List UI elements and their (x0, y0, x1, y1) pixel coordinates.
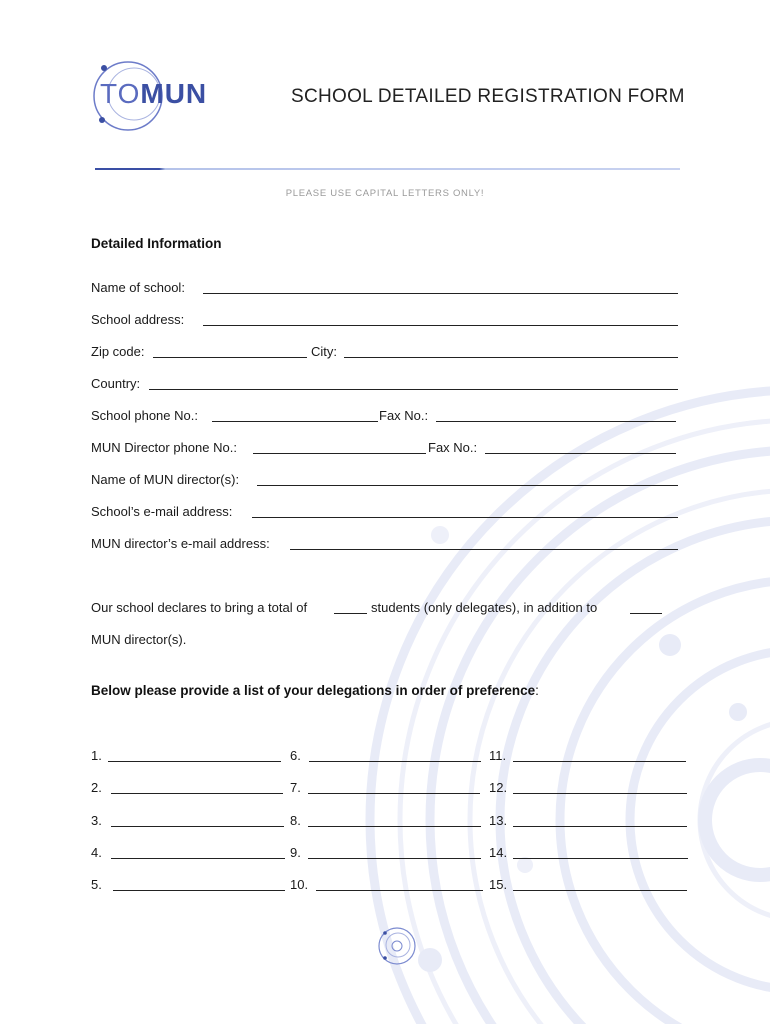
section-title: Detailed Information (91, 236, 222, 251)
delegation-field-11[interactable] (513, 761, 686, 762)
delegation-number-3: 3. (91, 813, 102, 828)
delegation-field-9[interactable] (308, 858, 481, 859)
delegation-number-13: 13. (489, 813, 508, 828)
declaration-text-3: MUN director(s). (91, 632, 187, 647)
header-divider (95, 168, 680, 170)
director-phone-label: MUN Director phone No.: (91, 440, 237, 455)
delegation-number-8: 8. (290, 813, 301, 828)
director-email-label: MUN director’s e-mail address: (91, 536, 270, 551)
declaration-text-2: students (only delegates), in addition to (371, 600, 598, 615)
delegation-field-13[interactable] (513, 826, 687, 827)
delegation-field-5[interactable] (113, 890, 285, 891)
tomun-logo (88, 56, 238, 138)
director-name-label: Name of MUN director(s): (91, 472, 240, 487)
school-phone-field[interactable] (212, 421, 378, 422)
zip-code-label: Zip code: (91, 344, 145, 359)
delegation-number-15: 15. (489, 877, 508, 892)
student-count-field[interactable] (334, 613, 367, 614)
school-email-field[interactable] (252, 517, 678, 518)
delegation-field-12[interactable] (513, 793, 687, 794)
director-fax-label: Fax No.: (428, 440, 478, 455)
delegation-number-14: 14. (489, 845, 508, 860)
school-name-field[interactable] (203, 293, 678, 294)
country-field[interactable] (149, 389, 678, 390)
delegation-field-8[interactable] (308, 826, 481, 827)
delegation-field-15[interactable] (513, 890, 687, 891)
list-title-colon: : (535, 683, 539, 698)
delegation-field-2[interactable] (111, 793, 283, 794)
logo-text-mun: MUN (140, 78, 208, 109)
director-name-field[interactable] (257, 485, 678, 486)
tomun-footer-icon (376, 925, 418, 967)
school-name-label: Name of school: (91, 280, 185, 295)
logo-wordmark (100, 78, 207, 110)
director-fax-field[interactable] (485, 453, 676, 454)
delegation-field-7[interactable] (308, 793, 480, 794)
director-count-field[interactable] (630, 613, 662, 614)
capital-letters-note: PLEASE USE CAPITAL LETTERS ONLY! (285, 188, 485, 199)
delegation-number-7: 7. (290, 780, 301, 795)
delegations-list-title (91, 683, 539, 698)
delegation-number-9: 9. (290, 845, 301, 860)
director-email-field[interactable] (290, 549, 678, 550)
delegation-field-3[interactable] (111, 826, 284, 827)
school-address-label: School address: (91, 312, 185, 327)
declaration-text-1: Our school declares to bring a total of (91, 600, 308, 615)
delegation-number-5: 5. (91, 877, 102, 892)
delegation-number-4: 4. (91, 845, 102, 860)
delegation-number-12: 12. (489, 780, 508, 795)
school-address-field[interactable] (203, 325, 678, 326)
school-fax-label: Fax No.: (379, 408, 429, 423)
delegation-field-4[interactable] (111, 858, 285, 859)
city-label: City: (311, 344, 337, 359)
delegation-number-6: 6. (290, 748, 301, 763)
delegation-number-11: 11. (489, 748, 507, 763)
school-phone-label: School phone No.: (91, 408, 198, 423)
form-title: SCHOOL DETAILED REGISTRATION FORM (291, 86, 685, 107)
director-phone-field[interactable] (253, 453, 426, 454)
zip-code-field[interactable] (153, 357, 307, 358)
delegation-number-2: 2. (91, 780, 102, 795)
logo-text-to: TO (100, 78, 141, 109)
delegation-field-10[interactable] (316, 890, 483, 891)
country-label: Country: (91, 376, 141, 391)
school-email-label: School’s e-mail address: (91, 504, 233, 519)
delegation-number-10: 10. (290, 877, 309, 892)
delegation-field-14[interactable] (513, 858, 688, 859)
school-fax-field[interactable] (436, 421, 676, 422)
list-title-text: Below please provide a list of your delegations in order of preference (91, 683, 536, 698)
delegation-number-1: 1. (91, 748, 102, 763)
city-field[interactable] (344, 357, 678, 358)
delegation-field-6[interactable] (309, 761, 481, 762)
delegation-field-1[interactable] (108, 761, 281, 762)
